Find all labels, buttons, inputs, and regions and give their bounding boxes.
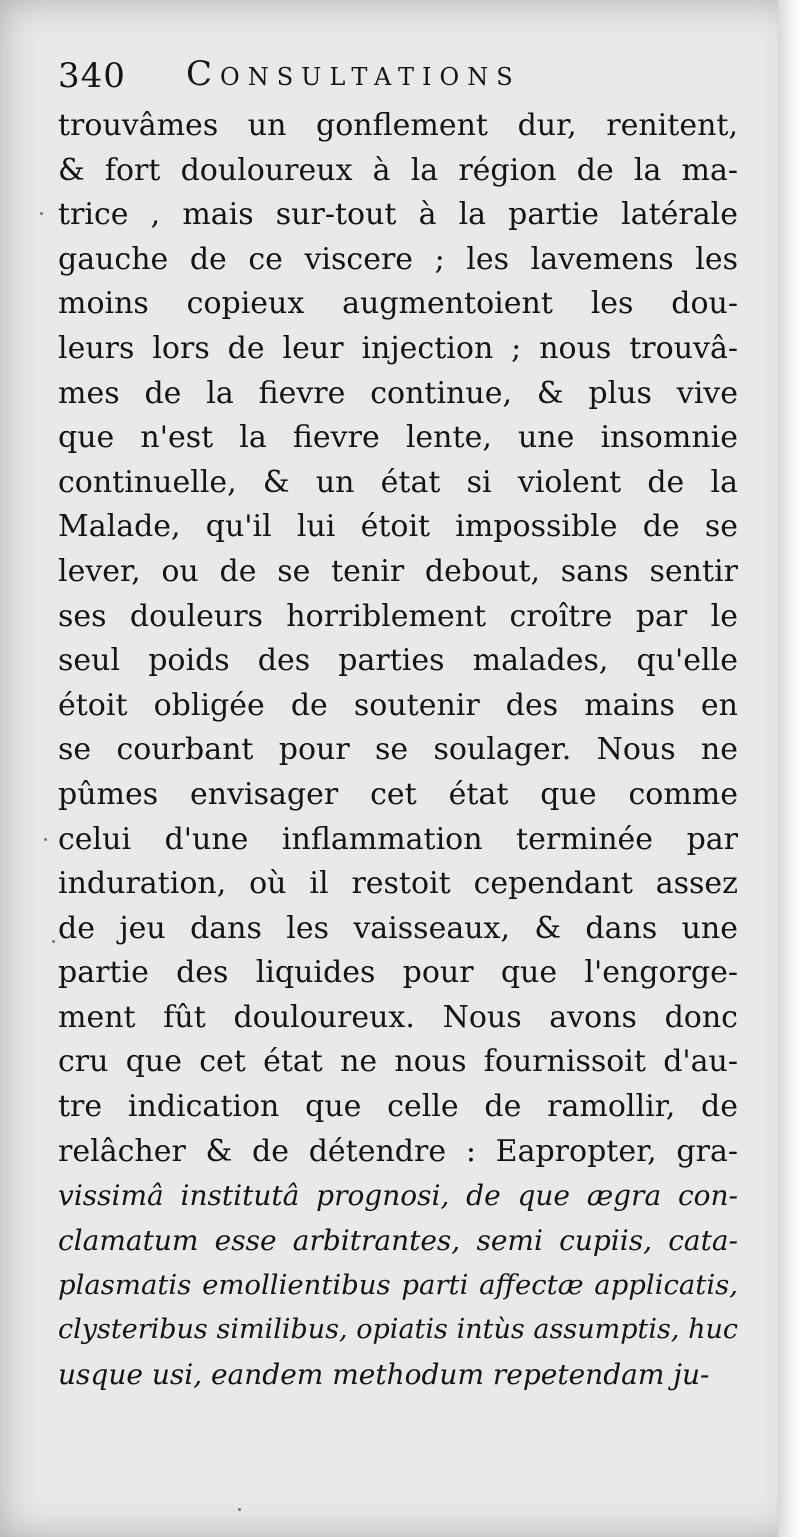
text-line: plasmatis emollientibus parti affectæ applicatis,: [58, 1269, 738, 1302]
text-line: usque usi, eandem methodum repetendam ju-: [58, 1357, 710, 1391]
text-line: de jeu dans les vaisseaux, & dans une: [58, 910, 738, 946]
text-line: relâcher & de détendre : Eapropter, gra-: [58, 1133, 738, 1169]
text-line: & fort douloureux à la région de la ma-: [58, 152, 738, 188]
page-number: 340: [58, 56, 126, 96]
text-line: pûmes envisager cet état que comme: [58, 776, 738, 812]
text-line: cru que cet état ne nous fournissoit d'au-: [58, 1044, 738, 1080]
text-line: clysteribus similibus, opiatis intùs assumptis, huc: [58, 1314, 738, 1346]
text-line: gauche de ce viscere ; les lavemens les: [58, 241, 738, 277]
text-line: clamatum esse arbitrantes, semi cupiis, cata-: [58, 1223, 738, 1257]
ink-speck: [52, 940, 55, 943]
text-line: Malade, qu'il lui étoit impossible de se: [58, 509, 738, 545]
text-line: ment fût douloureux. Nous avons donc: [58, 999, 738, 1035]
text-line: partie des liquides pour que l'engorge-: [58, 955, 738, 991]
text-line: continuelle, & un état si violent de la: [58, 464, 738, 500]
text-line: ses douleurs horriblement croître par le: [58, 598, 738, 634]
ink-speck: [44, 838, 47, 841]
text-line: seul poids des parties malades, qu'elle: [58, 643, 738, 679]
text-line: mes de la fievre continue, & plus vive: [58, 375, 738, 411]
text-line: lever, ou de se tenir debout, sans sentir: [58, 553, 738, 589]
text-line: étoit obligée de soutenir des mains en: [58, 687, 738, 723]
text-line: moins copieux augmentoient les dou-: [58, 286, 738, 322]
text-line: se courbant pour se soulager. Nous ne: [58, 732, 738, 768]
page-edge: [778, 0, 800, 1537]
text-line: trouvâmes un gonflement dur, renitent,: [58, 108, 738, 143]
text-line: tre indication que celle de ramollir, de: [58, 1089, 738, 1125]
text-line: celui d'une inflammation terminée par: [58, 821, 738, 857]
running-head: [58, 52, 758, 102]
body-text: [58, 104, 738, 1397]
text-line: vissimâ institutâ prognosi, de que ægra con-: [58, 1179, 738, 1213]
text-line: que n'est la fievre lente, une insomnie: [58, 420, 738, 456]
running-title: Consultations: [186, 54, 521, 94]
text-line: leurs lors de leur injection ; nous trouvâ-: [58, 330, 738, 366]
text-line: trice , mais sur-tout à la partie latérale: [58, 197, 738, 233]
text-line: induration, où il restoit cependant assez: [58, 866, 738, 902]
ink-speck: [238, 1508, 241, 1511]
ink-speck: [40, 212, 43, 215]
